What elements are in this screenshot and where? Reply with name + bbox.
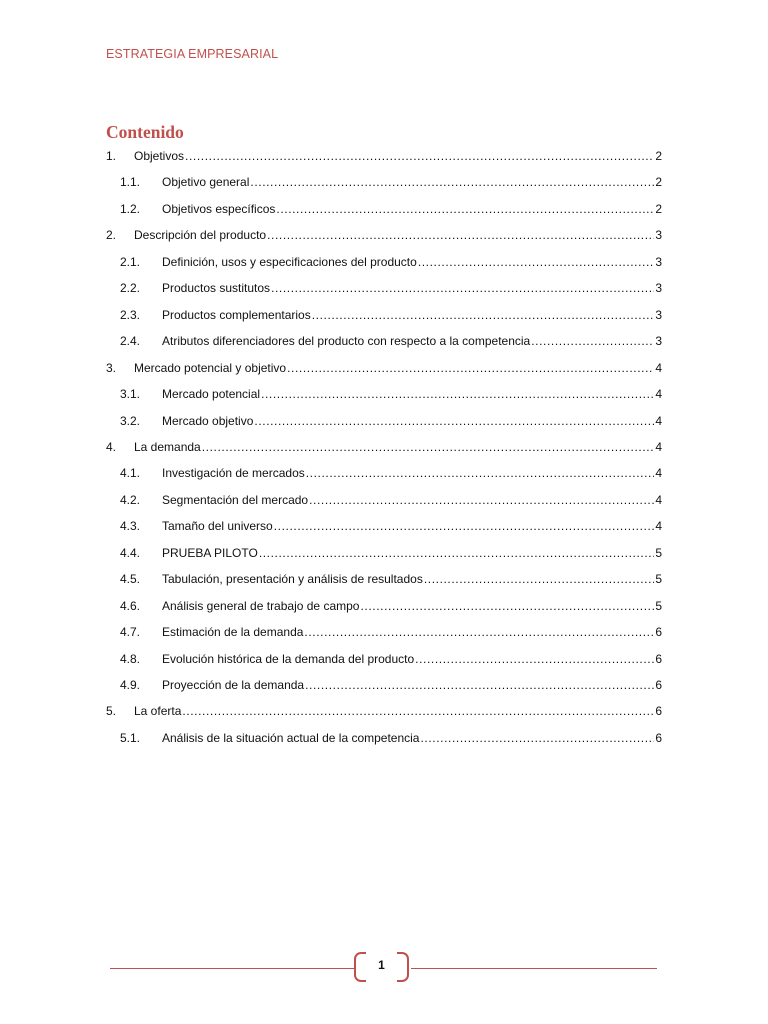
toc-entry-number: 4.5. xyxy=(120,572,141,587)
toc-entry-title: Descripción del producto xyxy=(134,228,267,243)
toc-entry-number: 1.2. xyxy=(120,201,141,216)
toc-entry[interactable] xyxy=(106,676,662,694)
toc-entry-page: 5 xyxy=(655,598,662,613)
toc-entry-number: 2.4. xyxy=(120,334,141,349)
toc-entry-title: La oferta xyxy=(134,704,182,719)
toc-entry[interactable] xyxy=(106,623,662,641)
toc-dot-leader xyxy=(259,544,655,562)
toc-entry-page: 2 xyxy=(655,149,662,163)
toc-entry-page: 3 xyxy=(655,281,662,296)
toc-entry-page: 4 xyxy=(655,413,662,428)
toc-entry-title: Atributos diferenciadores del producto con respecto a la competencia xyxy=(162,334,531,349)
toc-entry-number: 4.9. xyxy=(120,678,141,692)
footer-brace-left xyxy=(354,952,366,982)
toc-dot-leader xyxy=(254,412,654,430)
toc-dot-leader xyxy=(415,650,654,668)
toc-dot-leader xyxy=(202,438,655,456)
toc-entry-title: PRUEBA PILOTO xyxy=(162,545,258,560)
toc-dot-leader xyxy=(287,359,654,377)
toc-entry[interactable] xyxy=(106,332,662,350)
toc-entry[interactable] xyxy=(106,173,662,191)
toc-entry-number: 1. xyxy=(106,149,117,163)
toc-entry[interactable] xyxy=(106,226,662,244)
toc-dot-leader xyxy=(271,279,654,297)
toc-entry-title: Objetivo general xyxy=(162,175,250,190)
toc-dot-leader xyxy=(305,676,654,694)
toc-entry[interactable] xyxy=(106,570,662,588)
toc-entry-number: 4.1. xyxy=(120,466,141,481)
toc-entry[interactable] xyxy=(106,597,662,615)
toc-entry-page: 5 xyxy=(655,545,662,560)
toc-entry-title: Productos complementarios xyxy=(162,307,311,322)
toc-entry-number: 4.4. xyxy=(120,545,141,560)
toc-entry[interactable] xyxy=(106,438,662,456)
toc-entry-page: 6 xyxy=(655,625,662,640)
toc-entry[interactable] xyxy=(106,253,662,271)
toc-entry-title: Mercado potencial y objetivo xyxy=(134,360,287,375)
toc-entry-number: 2.2. xyxy=(120,281,141,296)
toc-entry-number: 1.1. xyxy=(120,175,141,190)
toc-entry-title: Proyección de la demanda xyxy=(162,678,305,692)
toc-entry[interactable] xyxy=(106,544,662,562)
footer-brace-right xyxy=(397,952,409,982)
toc-entry[interactable] xyxy=(106,650,662,668)
toc-dot-leader xyxy=(261,385,654,403)
toc-dot-leader xyxy=(531,332,654,350)
toc-entry[interactable] xyxy=(106,464,662,482)
toc-entry-title: Estimación de la demanda xyxy=(162,625,304,640)
footer-rule-right xyxy=(411,968,657,969)
toc-dot-leader xyxy=(276,200,654,218)
toc-entry-page: 6 xyxy=(655,730,662,745)
footer-rule-left xyxy=(110,968,354,969)
toc-entry-title: Análisis de la situación actual de la competencia xyxy=(162,730,420,745)
toc-entry-page: 6 xyxy=(655,651,662,666)
toc-entry[interactable] xyxy=(106,279,662,297)
toc-entry-title: Objetivos específicos xyxy=(162,201,276,216)
toc-entry[interactable] xyxy=(106,702,662,720)
toc-dot-leader xyxy=(309,491,654,509)
toc-entry-page: 4 xyxy=(655,519,662,534)
toc-entry-title: Análisis general de trabajo de campo xyxy=(162,598,360,613)
toc-entry-page: 3 xyxy=(655,334,662,349)
toc-dot-leader xyxy=(267,226,654,244)
toc-dot-leader xyxy=(312,306,655,324)
toc-entry-title: Definición, usos y especificaciones del producto xyxy=(162,254,417,269)
toc-dot-leader xyxy=(182,702,654,720)
toc-entry[interactable] xyxy=(106,306,662,324)
toc-entry-number: 3.2. xyxy=(120,413,141,428)
toc-entry[interactable] xyxy=(106,147,662,165)
toc-entry-page: 4 xyxy=(655,466,662,481)
toc-entry-title: Mercado objetivo xyxy=(162,413,254,428)
toc-entry-title: Tamaño del universo xyxy=(162,519,273,534)
toc-entry-page: 3 xyxy=(655,254,662,269)
toc-entry-number: 5.1. xyxy=(120,730,141,745)
toc-dot-leader xyxy=(420,729,654,747)
toc-entry-title: La demanda xyxy=(134,439,201,454)
toc-entry-title: Mercado potencial xyxy=(162,387,261,401)
toc-entry[interactable] xyxy=(106,359,662,377)
toc-entry-title: Investigación de mercados xyxy=(162,466,305,481)
toc-entry-number: 4.2. xyxy=(120,492,141,507)
toc-entry[interactable] xyxy=(106,200,662,218)
toc-entry-page: 5 xyxy=(655,572,662,587)
toc-entry-page: 6 xyxy=(655,704,662,719)
toc-entry[interactable] xyxy=(106,412,662,430)
toc-entry-page: 4 xyxy=(655,492,662,507)
toc-title: Contenido xyxy=(106,122,184,142)
toc-entry-page: 3 xyxy=(655,307,662,322)
toc-dot-leader xyxy=(185,147,654,165)
toc-entry-number: 3. xyxy=(106,360,117,375)
toc-entry[interactable] xyxy=(106,729,662,747)
toc-entry-page: 4 xyxy=(655,387,662,401)
toc-entry-number: 4.3. xyxy=(120,519,141,534)
toc-entry-page: 2 xyxy=(655,175,662,190)
toc-entry-title: Evolución histórica de la demanda del producto xyxy=(162,651,415,666)
toc-dot-leader xyxy=(304,623,654,641)
toc-entry[interactable] xyxy=(106,385,662,403)
toc-entry-title: Objetivos xyxy=(134,149,185,163)
running-header: ESTRATEGIA EMPRESARIAL xyxy=(106,47,279,61)
toc-dot-leader xyxy=(306,464,655,482)
toc-entry-title: Tabulación, presentación y análisis de resultados xyxy=(162,572,423,587)
toc-entry-number: 3.1. xyxy=(120,387,141,401)
toc-entry-number: 4.6. xyxy=(120,598,141,613)
toc-entry-number: 4.7. xyxy=(120,625,141,640)
toc-entry-page: 6 xyxy=(655,678,662,692)
page-number: 1 xyxy=(378,958,385,972)
toc-entry-page: 4 xyxy=(655,439,662,454)
toc-entry-number: 2. xyxy=(106,228,117,243)
toc-entry-page: 2 xyxy=(655,201,662,216)
toc-entry-number: 4.8. xyxy=(120,651,141,666)
toc-entry[interactable] xyxy=(106,491,662,509)
toc-dot-leader xyxy=(360,597,654,615)
toc-dot-leader xyxy=(418,253,655,271)
toc-entry-title: Segmentación del mercado xyxy=(162,492,309,507)
toc-dot-leader xyxy=(424,570,654,588)
toc-entry[interactable] xyxy=(106,517,662,535)
toc-dot-leader xyxy=(250,173,654,191)
toc-entry-page: 3 xyxy=(655,228,662,243)
toc-entry-number: 5. xyxy=(106,704,117,719)
toc-entry-number: 4. xyxy=(106,439,117,454)
toc-entry-title: Productos sustitutos xyxy=(162,281,271,296)
toc-entry-number: 2.1. xyxy=(120,254,141,269)
toc-dot-leader xyxy=(274,517,655,535)
toc-entry-page: 4 xyxy=(655,360,662,375)
toc-entry-number: 2.3. xyxy=(120,307,141,322)
